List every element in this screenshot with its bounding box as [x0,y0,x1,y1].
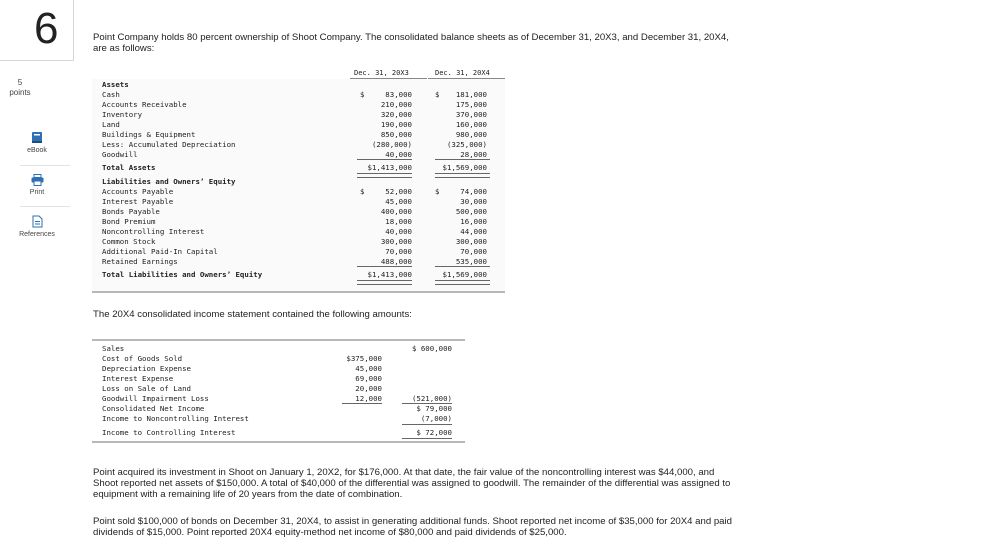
total-amount: $ 79,000 [416,404,452,413]
total-amount: $ 600,000 [411,344,452,353]
row-label: Cash [102,90,120,99]
value-20x4: 28,000 [460,150,487,159]
row-label: Loss on Sale of Land [102,384,191,393]
table-row [92,90,505,100]
expense-amount: 45,000 [355,364,382,373]
print-button[interactable] [0,174,74,196]
bonds-paragraph: Point sold $100,000 of bonds on December 31, 20X4, to assist in generating additional funds. Shoot reported net income of $35,000 for 20X4 and paid dividends of $15,000. Point reported 20X4 equity-method net income of $80,000 and paid dividends of $25,000. [93,516,732,538]
value-20x4: 535,000 [455,257,487,266]
assets-heading: Assets [102,80,129,89]
value-20x4: 980,000 [455,130,487,139]
references-label: References [19,231,55,238]
row-label: Income to Noncontrolling Interest [102,414,249,423]
row-label: Interest Payable [102,197,174,206]
row-label: Accounts Receivable [102,100,187,109]
table-bottom-rule [92,441,465,443]
value-20x3: 40,000 [385,150,412,159]
dollar-sign: $ [360,90,365,99]
table-row [92,187,505,197]
table-row [92,384,465,394]
table-row [92,247,505,257]
subtotal-rule [402,403,452,404]
column-header-20x3: Dec. 31, 20X3 [354,69,409,77]
total-row [92,270,505,280]
value-20x3: 300,000 [380,237,412,246]
value-20x3: 210,000 [380,100,412,109]
table-row [92,207,505,217]
value-20x3: 320,000 [380,110,412,119]
table-row [92,130,505,140]
table-row [92,414,465,424]
table-row [92,364,465,374]
book-icon [31,131,43,144]
section-heading [92,177,505,187]
value-20x4: 44,000 [460,227,487,236]
total-label: Total Liabilities and Owners’ Equity [102,270,263,279]
expense-amount: 20,000 [355,384,382,393]
table-top-rule [92,339,465,341]
value-20x3: 18,000 [385,217,412,226]
row-label: Accounts Payable [102,187,174,196]
total-20x4: $1,569,000 [442,270,487,279]
row-label: Bond Premium [102,217,156,226]
points-indicator [0,78,40,98]
value-20x4: 30,000 [460,197,487,206]
table-row [92,110,505,120]
row-label: Goodwill Impairment Loss [102,394,209,403]
total-20x4: $1,569,000 [442,163,487,172]
value-20x4: 175,000 [455,100,487,109]
printer-icon [31,174,44,186]
print-label: Print [29,189,45,196]
intro-text: Point Company holds 80 percent ownership of Shoot Company. The consolidated balance sheets as of December 31, 20X3, and December 31, 20X4, are as follows: [93,32,729,54]
total-double-rule [357,280,412,285]
acquisition-paragraph: Point acquired its investment in Shoot on January 1, 20X2, for $176,000. At that date, the fair value of the noncontrolling interest was $44,000, and Shoot reported net assets of $150,000. A total of $40,000 of the differential was assigned to goodwill. The remainder of the differential was assigned to equipment with a remaining life of 20 years from the date of combination. [93,467,731,500]
table-header [92,67,505,79]
value-20x3: 45,000 [385,197,412,206]
total-amount: (521,000) [411,394,452,403]
row-label: Additional Paid-In Capital [102,247,218,256]
value-20x3: 190,000 [380,120,412,129]
row-label: Goodwill [102,150,138,159]
value-20x3: 70,000 [385,247,412,256]
value-20x3: 52,000 [385,187,412,196]
ebook-button[interactable] [0,131,74,154]
table-row [92,374,465,384]
subtotal-rule [342,403,382,404]
table-row [92,227,505,237]
row-label: Buildings & Equipment [102,130,196,139]
table-row [92,428,465,438]
table-bottom-rule [92,291,505,293]
value-20x4: 16,000 [460,217,487,226]
row-label: Interest Expense [102,374,174,383]
dollar-sign: $ [435,187,440,196]
table-row [92,237,505,247]
row-label: Depreciation Expense [102,364,191,373]
row-label: Cost of Goods Sold [102,354,183,363]
value-20x4: 160,000 [455,120,487,129]
sidebar-divider [20,206,70,207]
row-label: Noncontrolling Interest [102,227,205,236]
value-20x4: 181,000 [455,90,487,99]
table-row [92,217,505,227]
subtotal-rule [435,266,490,267]
expense-amount: 69,000 [355,374,382,383]
table-row [92,140,505,150]
value-20x4: 74,000 [460,187,487,196]
ebook-label: eBook [27,147,47,154]
total-amount: (7,000) [420,414,452,423]
row-label: Inventory [102,110,143,119]
value-20x3: 400,000 [380,207,412,216]
value-20x4: 500,000 [455,207,487,216]
total-label: Total Assets [102,163,156,172]
value-20x4: 370,000 [455,110,487,119]
section-heading [92,80,505,90]
income-statement-intro: The 20X4 consolidated income statement contained the following amounts: [93,309,412,320]
header-rule [428,78,505,79]
document-icon [32,215,43,228]
total-amount: $ 72,000 [416,428,452,437]
row-label: Common Stock [102,237,156,246]
row-label: Bonds Payable [102,207,160,216]
value-20x4: (325,000) [446,140,487,149]
total-20x3: $1,413,000 [367,163,412,172]
row-label: Consolidated Net Income [102,404,205,413]
subtotal-rule [357,266,412,267]
liabilities-heading: Liabilities and Owners’ Equity [102,177,236,186]
question-number-box [0,0,74,61]
question-number: 6 [34,4,59,53]
value-20x3: 40,000 [385,227,412,236]
column-header-20x4: Dec. 31, 20X4 [435,69,490,77]
expense-amount: $375,000 [346,354,382,363]
subtotal-rule [435,159,490,160]
row-label: Income to Controlling Interest [102,428,236,437]
value-20x3: (280,000) [371,140,412,149]
value-20x3: 488,000 [380,257,412,266]
subtotal-rule [402,424,452,425]
balance-sheet-table [92,67,505,292]
value-20x3: 83,000 [385,90,412,99]
table-row [92,100,505,110]
expense-amount: 12,000 [355,394,382,403]
table-row [92,354,465,364]
references-button[interactable] [0,215,74,238]
total-double-rule [435,280,490,285]
dollar-sign: $ [360,187,365,196]
value-20x4: 70,000 [460,247,487,256]
header-rule [350,78,427,79]
value-20x4: 300,000 [455,237,487,246]
table-row [92,197,505,207]
row-label: Land [102,120,120,129]
points-value: 5 [17,78,23,87]
subtotal-rule [357,159,412,160]
dollar-sign: $ [435,90,440,99]
table-row [92,404,465,414]
table-row [92,120,505,130]
income-statement-table [92,339,465,443]
row-label: Sales [102,344,125,353]
sidebar-divider [20,165,70,166]
table-row [92,344,465,354]
row-label: Less: Accumulated Depreciation [102,140,236,149]
total-20x3: $1,413,000 [367,270,412,279]
total-row [92,163,505,173]
value-20x3: 850,000 [380,130,412,139]
points-label: points [9,88,31,97]
row-label: Retained Earnings [102,257,178,266]
